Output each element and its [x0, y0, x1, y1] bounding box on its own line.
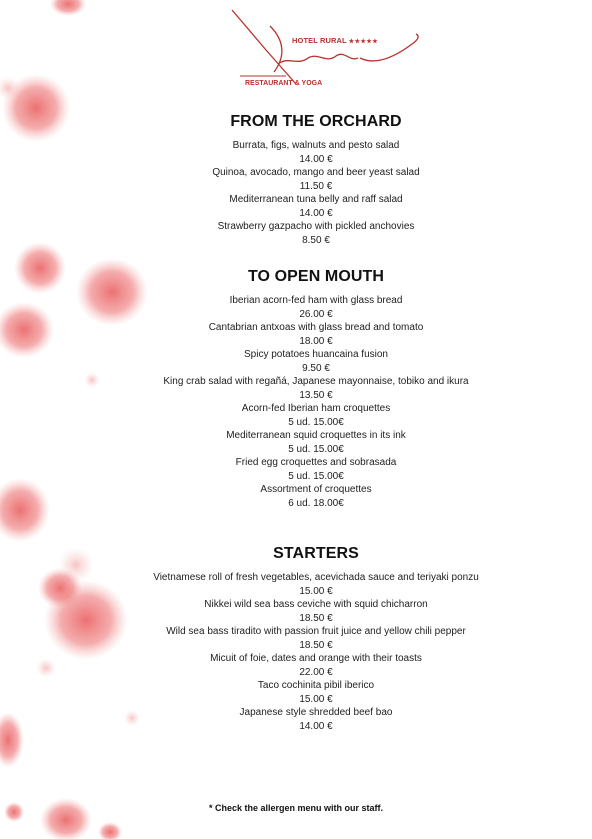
menu-item-price: 13.50 € [299, 389, 333, 401]
menu-item-name: Quinoa, avocado, mango and beer yeast salad [212, 167, 420, 178]
menu-item-name: Wild sea bass tiradito with passion fruit juice and yellow chili pepper [166, 626, 466, 637]
menu-item-price: 22.00 € [299, 666, 333, 678]
menu-item-name: Vietnamese roll of fresh vegetables, acevichada sauce and teriyaki ponzu [153, 572, 479, 583]
menu-item-name: King crab salad with regañá, Japanese mayonnaise, tobiko and ikura [163, 376, 469, 387]
menu-item-name: Taco cochinita pibil iberico [257, 680, 375, 691]
menu-item-name: Acorn-fed Iberian ham croquettes [241, 403, 391, 414]
menu-item-price: 6 ud. 18.00€ [288, 497, 344, 509]
logo-hotel-rural: HOTEL RURAL ★★★★★ [292, 36, 379, 45]
menu-item-name: Mediterranean tuna belly and raff salad [229, 194, 403, 205]
menu-item-name: Iberian acorn-fed ham with glass bread [229, 295, 403, 306]
menu-item-name: Fried egg croquettes and sobrasada [235, 457, 397, 468]
menu-item-name: Strawberry gazpacho with pickled anchovies [217, 221, 415, 232]
menu-item-price: 14.00 € [299, 153, 333, 165]
menu-item-name: Mediterranean squid croquettes in its ink [226, 430, 406, 441]
allergen-note: * Check the allergen menu with our staff. [208, 803, 384, 813]
menu-item-price: 15.00 € [299, 693, 333, 705]
menu-item-name: Burrata, figs, walnuts and pesto salad [232, 140, 400, 151]
menu-item-name: Assortment of croquettes [260, 484, 372, 495]
menu-item-price: 8.50 € [302, 234, 330, 246]
menu-item-price: 26.00 € [299, 308, 333, 320]
menu-item-price: 18.50 € [299, 612, 333, 624]
menu-item-price: 14.00 € [299, 207, 333, 219]
section-from-the-orchard [86, 110, 546, 247]
hotel-logo [226, 6, 426, 94]
logo-restaurant-yoga: RESTAURANT & YOGA [245, 80, 323, 87]
section-starters [86, 542, 546, 733]
menu-item-price: 5 ud. 15.00€ [288, 443, 344, 455]
menu-item-price: 15.00 € [299, 585, 333, 597]
section-title: STARTERS [273, 545, 359, 562]
menu-item-price: 11.50 € [299, 180, 333, 192]
menu-item-price: 9.50 € [302, 362, 330, 374]
menu-item-name: Japanese style shredded beef bao [239, 707, 393, 718]
menu-item-price: 14.00 € [299, 720, 333, 732]
menu-item-name: Micuit of foie, dates and orange with their toasts [210, 653, 422, 664]
section-to-open-mouth [86, 265, 546, 510]
section-title: FROM THE ORCHARD [230, 113, 402, 130]
menu-item-price: 5 ud. 15.00€ [288, 470, 344, 482]
star-rating-icons: ★★★★★ [348, 39, 379, 45]
section-title: TO OPEN MOUTH [247, 268, 385, 285]
menu-item-name: Spicy potatoes huancaina fusion [244, 349, 388, 360]
menu-item-price: 5 ud. 15.00€ [288, 416, 344, 428]
menu-item-name: Nikkei wild sea bass ceviche with squid chicharron [204, 599, 428, 610]
menu-item-name: Cantabrian antxoas with glass bread and tomato [208, 322, 424, 333]
menu-item-price: 18.00 € [299, 335, 333, 347]
menu-item-price: 18.50 € [299, 639, 333, 651]
